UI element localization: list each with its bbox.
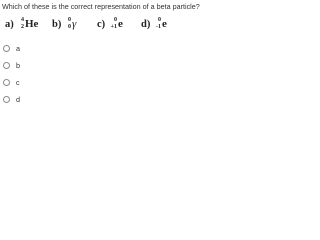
choice-b-atomic-number: 0 <box>68 24 71 30</box>
radio-d[interactable] <box>3 96 10 103</box>
choice-b-symbol: γ <box>72 18 77 30</box>
option-d-label: d <box>16 94 20 104</box>
option-b[interactable] <box>3 59 63 71</box>
option-c[interactable] <box>3 76 63 88</box>
choice-d-letter: d) <box>141 19 151 30</box>
radio-a[interactable] <box>3 45 10 52</box>
choice-c-symbol: e <box>118 18 123 30</box>
choice-c-mass-number: 0 <box>114 17 117 23</box>
option-a[interactable] <box>3 42 63 54</box>
choice-d-atomic-number: -1 <box>156 24 161 30</box>
option-d[interactable] <box>3 93 63 105</box>
radio-b[interactable] <box>3 62 10 69</box>
choice-a-letter: a) <box>5 19 14 30</box>
question-text: Which of these is the correct representation of a beta particle? <box>2 2 200 11</box>
option-a-label: a <box>16 43 20 53</box>
answer-choices-image <box>5 14 197 36</box>
choice-d-symbol: e <box>162 18 167 30</box>
choice-a-symbol: He <box>25 18 39 30</box>
choice-b-letter: b) <box>52 19 62 30</box>
choice-a-atomic-number: 2 <box>21 24 24 30</box>
choice-c-letter: c) <box>97 19 106 30</box>
choice-c-atomic-number: +1 <box>110 24 117 30</box>
radio-c[interactable] <box>3 79 10 86</box>
choice-b-mass-number: 0 <box>68 17 71 23</box>
choice-a-mass-number: 4 <box>21 17 24 23</box>
option-b-label: b <box>16 60 20 70</box>
choice-d-mass-number: 0 <box>158 17 161 23</box>
option-c-label: c <box>16 77 20 87</box>
